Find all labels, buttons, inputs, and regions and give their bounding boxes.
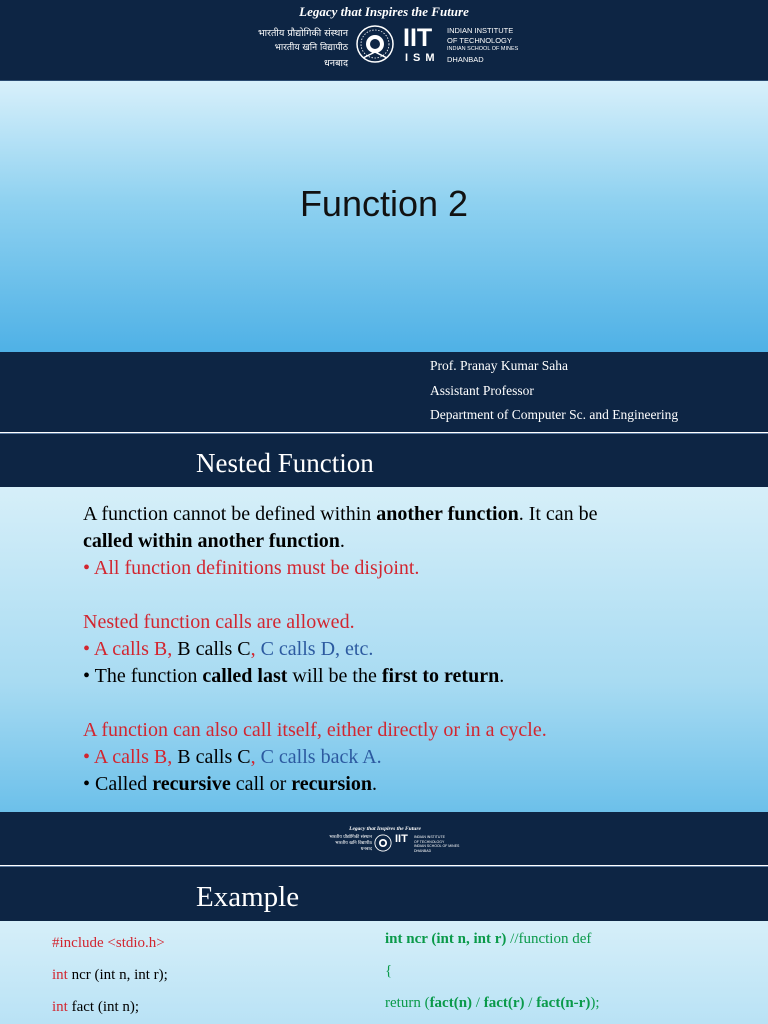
example-heading: Example bbox=[196, 881, 300, 913]
author-role: Assistant Professor bbox=[430, 382, 534, 398]
author-name: Prof. Pranay Kumar Saha bbox=[430, 358, 568, 373]
line-2: called within another function. bbox=[83, 530, 345, 552]
line-4: Nested function calls are allowed. bbox=[83, 611, 355, 633]
slide-header bbox=[0, 0, 768, 81]
inst-line-1: INDIAN INSTITUTE bbox=[447, 26, 514, 35]
slide-title-text: Function 2 bbox=[299, 183, 469, 224]
slide-content bbox=[0, 487, 768, 812]
code-brace: { bbox=[385, 963, 393, 979]
footer-inst: INDIAN INSTITUTE OF TECHNOLOGY INDIAN SCHOOL OF MINES DHANBAD bbox=[414, 835, 460, 853]
logo-iit: IIT bbox=[403, 24, 433, 52]
line-5: • A calls B, B calls C, C calls D, etc. bbox=[83, 638, 374, 660]
title-panel bbox=[0, 81, 768, 352]
code-def-ncr: int ncr (int n, int r) //function def bbox=[385, 931, 592, 947]
slide-example bbox=[0, 866, 768, 1024]
inst-line-3: INDIAN SCHOOL OF MINES bbox=[447, 46, 519, 52]
slide-footer bbox=[0, 812, 768, 865]
hindi-name bbox=[228, 26, 348, 71]
slide-nested-function bbox=[0, 433, 768, 865]
inst-line-2: OF TECHNOLOGY bbox=[447, 35, 512, 45]
tagline: Legacy that Inspires the Future bbox=[299, 4, 469, 19]
institute-logo bbox=[228, 26, 528, 74]
code-proto-ncr: int ncr (int n, int r); bbox=[52, 967, 168, 983]
hindi-line-3: धनबाद bbox=[323, 58, 348, 69]
line-8: • A calls B, B calls C, C calls back A. bbox=[83, 746, 382, 768]
institute-name bbox=[447, 26, 518, 64]
author-dept: Department of Computer Sc. and Engineering bbox=[430, 407, 679, 422]
slide-heading-bar bbox=[0, 433, 768, 488]
code-left bbox=[52, 927, 168, 1023]
example-content bbox=[0, 921, 768, 1024]
slide-heading: Nested Function bbox=[196, 448, 374, 478]
footer-tagline: Legacy that Inspires the Future bbox=[349, 826, 421, 832]
code-return: return (fact(n) / fact(r) / fact(n-r)); bbox=[385, 995, 600, 1011]
content-text bbox=[83, 501, 703, 798]
author-info bbox=[430, 354, 678, 428]
hindi-line-1: भारतीय प्रौद्योगिकी संस्थान bbox=[257, 28, 348, 39]
inst-line-4: DHANBAD bbox=[447, 54, 484, 64]
code-proto-fact: int fact (int n); bbox=[52, 999, 140, 1015]
footer-seal-icon bbox=[374, 834, 392, 852]
line-7: A function can also call itself, either directly or in a cycle. bbox=[83, 719, 547, 741]
footer-logo bbox=[320, 826, 460, 858]
line-3: • All function definitions must be disjoint. bbox=[83, 557, 420, 579]
example-heading-bar bbox=[0, 866, 768, 922]
line-1: A function cannot be defined within another function. It can be bbox=[83, 503, 598, 525]
logo-ism: ISM bbox=[405, 52, 440, 64]
code-right bbox=[385, 923, 600, 1019]
slide-title bbox=[0, 0, 768, 432]
footer-hindi: भारतीय प्रौद्योगिकी संस्थान भारतीय खनि विद्यापीठ धनबाद bbox=[329, 835, 372, 852]
author-panel bbox=[0, 352, 768, 432]
footer-logo-iit: IIT bbox=[395, 833, 408, 845]
hindi-line-2: भारतीय खनि विद्यापीठ bbox=[274, 43, 348, 53]
line-6: • The function called last will be the first to return. bbox=[83, 665, 505, 687]
line-9: • Called recursive call or recursion. bbox=[83, 773, 377, 795]
institute-seal-icon bbox=[355, 24, 395, 64]
code-include: #include <stdio.h> bbox=[52, 935, 165, 951]
